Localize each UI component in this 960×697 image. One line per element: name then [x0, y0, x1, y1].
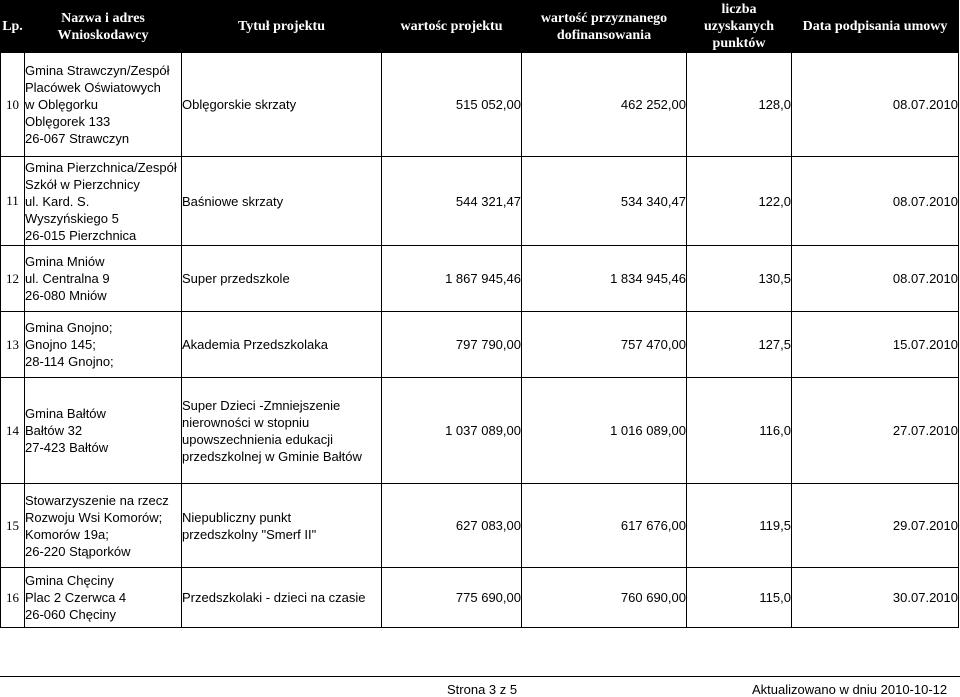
- page-footer: [0, 683, 960, 696]
- header-grant: [522, 1, 687, 53]
- grant-value: 1 016 089,00: [522, 378, 687, 484]
- points-value: 122,0: [687, 157, 792, 246]
- points-value: 127,5: [687, 312, 792, 378]
- signing-date: 08.07.2010: [792, 157, 959, 246]
- header-grant-line: wartość przyznanego: [540, 10, 668, 26]
- grant-value: 617 676,00: [522, 484, 687, 568]
- table-row: [1, 53, 959, 157]
- header-date: Data podpisania umowy: [792, 1, 959, 53]
- applicant-line: Gmina Gnojno;: [25, 320, 113, 335]
- project-title-line: upowszechnienia edukacji: [182, 431, 334, 447]
- applicant-line: 26-060 Chęciny: [25, 607, 117, 622]
- applicant-cell: [25, 568, 182, 628]
- grant-value: 534 340,47: [522, 157, 687, 246]
- row-number: 11: [1, 157, 25, 246]
- row-number: 16: [1, 568, 25, 628]
- project-value: 1 037 089,00: [382, 378, 522, 484]
- project-title-line: Oblęgorskie skrzaty: [182, 97, 297, 112]
- applicant-cell: [25, 157, 182, 246]
- applicant-line: Plac 2 Czerwca 4: [25, 590, 127, 605]
- applicant-line: Gmina Bałtów: [25, 406, 106, 421]
- project-title-cell: [182, 568, 382, 628]
- header-points: [687, 1, 792, 53]
- applicant-line: Gnojno 145;: [25, 337, 96, 352]
- footer-divider: [0, 676, 960, 677]
- project-title-line: Super przedszkole: [182, 271, 290, 286]
- project-value: 775 690,00: [382, 568, 522, 628]
- table-row: [1, 246, 959, 312]
- applicant-line: Szkół w Pierzchnicy: [25, 176, 140, 192]
- row-number: 13: [1, 312, 25, 378]
- applicant-line: Stowarzyszenie na rzecz: [25, 492, 169, 508]
- signing-date: 08.07.2010: [792, 246, 959, 312]
- applicant-line: Gmina Pierzchnica/Zespół: [25, 159, 177, 175]
- points-value: 128,0: [687, 53, 792, 157]
- project-title-line: Baśniowe skrzaty: [182, 193, 284, 209]
- header-applicant-line: Nazwa i adres: [61, 10, 145, 26]
- signing-date: 27.07.2010: [792, 378, 959, 484]
- project-title-line: przedszkolnej w Gminie Bałtów: [182, 448, 362, 464]
- project-value: 544 321,47: [382, 157, 522, 246]
- table-row: [1, 568, 959, 628]
- applicant-line: 26-015 Pierzchnica: [25, 227, 137, 243]
- applicant-line: Gmina Chęciny: [25, 573, 114, 588]
- applicant-line: Placówek Oświatowych: [25, 80, 161, 95]
- applicant-line: Komorów 19a;: [25, 526, 109, 542]
- page-number: Strona 3 z 5: [447, 682, 518, 697]
- project-title-line: Akademia Przedszkolaka: [182, 337, 328, 352]
- header-points-line: punktów: [712, 36, 766, 51]
- applicant-line: 28-114 Gnojno;: [25, 354, 114, 369]
- applicant-cell: [25, 484, 182, 568]
- header-row: [1, 1, 959, 53]
- applicant-line: w Oblęgorku: [25, 97, 98, 112]
- points-value: 119,5: [687, 484, 792, 568]
- project-value: 797 790,00: [382, 312, 522, 378]
- row-number: 15: [1, 484, 25, 568]
- project-title-line: Niepubliczny punkt: [182, 509, 292, 525]
- applicant-cell: [25, 312, 182, 378]
- project-title-line: nierowności w stopniu: [182, 414, 310, 430]
- project-title-cell: [182, 378, 382, 484]
- signing-date: 29.07.2010: [792, 484, 959, 568]
- applicant-line: 27-423 Bałtów: [25, 440, 109, 455]
- header-grant-line: dofinansowania: [556, 27, 652, 43]
- signing-date: 30.07.2010: [792, 568, 959, 628]
- applicant-line: ul. Centralna 9: [25, 271, 110, 286]
- project-title-cell: [182, 484, 382, 568]
- applicant-line: Bałtów 32: [25, 423, 83, 438]
- table-row: [1, 378, 959, 484]
- applicant-line: Oblęgorek 133: [25, 114, 111, 129]
- project-value: 627 083,00: [382, 484, 522, 568]
- applicant-line: ul. Kard. S.: [25, 193, 90, 209]
- row-number: 10: [1, 53, 25, 157]
- project-title-line: Przedszkolaki - dzieci na czasie: [182, 590, 366, 605]
- points-value: 116,0: [687, 378, 792, 484]
- signing-date: 15.07.2010: [792, 312, 959, 378]
- update-date: Aktualizowano w dniu 2010-10-12: [752, 682, 948, 697]
- applicant-cell: [25, 246, 182, 312]
- header-value: wartośc projektu: [382, 1, 522, 53]
- applicant-line: Rozwoju Wsi Komorów;: [25, 509, 163, 525]
- applicant-line: 26-080 Mniów: [25, 288, 107, 303]
- project-title-line: przedszkolny "Smerf II": [182, 526, 317, 542]
- applicant-line: 26-220 Stąporków: [25, 543, 131, 559]
- points-value: 115,0: [687, 568, 792, 628]
- project-title-cell: [182, 246, 382, 312]
- row-number: 12: [1, 246, 25, 312]
- applicant-line: Gmina Mniów: [25, 254, 105, 269]
- header-applicant-line: Wnioskodawcy: [57, 27, 149, 43]
- grant-value: 1 834 945,46: [522, 246, 687, 312]
- table-row: [1, 484, 959, 568]
- table-row: [1, 157, 959, 246]
- project-value: 515 052,00: [382, 53, 522, 157]
- project-title-cell: [182, 312, 382, 378]
- table-row: [1, 312, 959, 378]
- points-value: 130,5: [687, 246, 792, 312]
- grant-value: 462 252,00: [522, 53, 687, 157]
- project-title-line: Super Dzieci -Zmniejszenie: [182, 397, 341, 413]
- row-number: 14: [1, 378, 25, 484]
- grant-value: 760 690,00: [522, 568, 687, 628]
- project-value: 1 867 945,46: [382, 246, 522, 312]
- applicant-line: 26-067 Strawczyn: [25, 131, 130, 146]
- applicant-cell: [25, 53, 182, 157]
- grant-value: 757 470,00: [522, 312, 687, 378]
- header-applicant: [25, 1, 182, 53]
- project-title-cell: [182, 53, 382, 157]
- project-title-cell: [182, 157, 382, 246]
- signing-date: 08.07.2010: [792, 53, 959, 157]
- applicant-line: Gmina Strawczyn/Zespół: [25, 63, 170, 78]
- header-lp: Lp.: [1, 1, 25, 53]
- applicant-cell: [25, 378, 182, 484]
- applicant-line: Wyszyńskiego 5: [25, 210, 119, 226]
- header-title: Tytuł projektu: [182, 1, 382, 53]
- header-points-line: liczba uzyskanych: [703, 2, 775, 34]
